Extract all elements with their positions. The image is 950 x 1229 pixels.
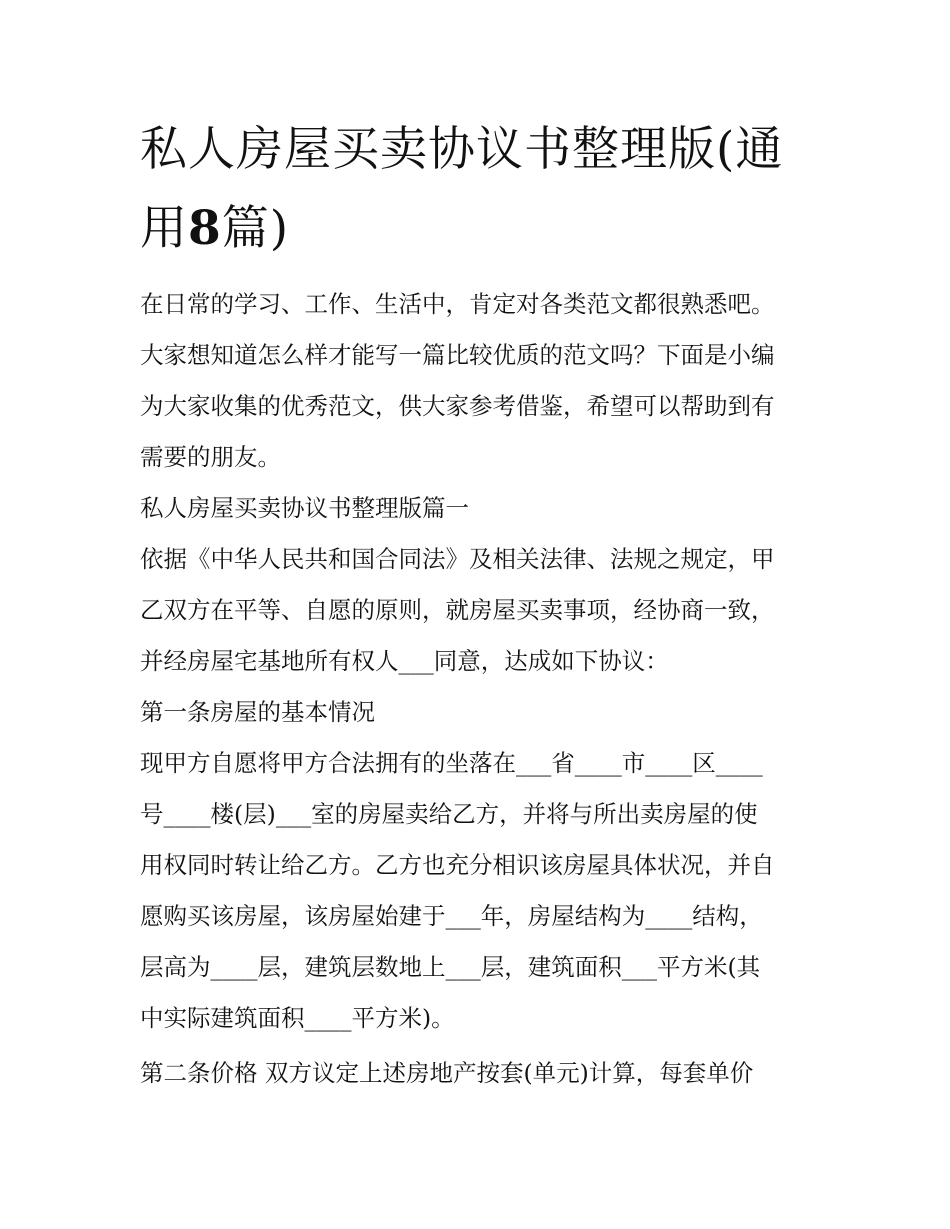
body-line: 为大家收集的优秀范文，供大家参考借鉴，希望可以帮助到有 (140, 392, 775, 420)
title-line-2-start: 用 (140, 201, 188, 256)
body-line: 并经房屋宅基地所有权人___同意，达成如下协议： (140, 647, 669, 675)
body-line: 大家想知道怎么样才能写一篇比较优质的范文吗？下面是小编 (140, 341, 775, 369)
body-line: 现甲方自愿将甲方合法拥有的坐落在___省____市____区____ (140, 749, 763, 777)
article-heading: 第一条房屋的基本情况 (140, 698, 375, 726)
body-line: 依据《中华人民共和国合同法》及相关法律、法规之规定，甲 (140, 545, 775, 573)
title-line-1: 私人房屋买卖协议书整理版(通 (140, 122, 784, 177)
body-line: 中实际建筑面积____平方米)。 (140, 1004, 455, 1032)
body-line: 用权同时转让给乙方。乙方也充分相识该房屋具体状况，并自 (140, 851, 775, 879)
body-line: 层高为____层，建筑层数地上___层，建筑面积___平方米(其 (140, 953, 761, 981)
title-number: 8 (188, 201, 222, 256)
document-title (140, 110, 820, 268)
body-line: 愿购买该房屋，该房屋始建于___年，房屋结构为____结构， (140, 902, 763, 930)
body-line: 乙双方在平等、自愿的原则，就房屋买卖事项，经协商一致， (140, 596, 775, 624)
body-line: 在日常的学习、工作、生活中，肯定对各类范文都很熟悉吧。 (140, 290, 775, 318)
body-line: 第二条价格 双方议定上述房地产按套(单元)计算，每套单价 (140, 1059, 754, 1087)
body-line: 号____楼(层)___室的房屋卖给乙方，并将与所出卖房屋的使 (140, 800, 758, 828)
title-line-2-end: 篇) (221, 201, 290, 256)
body-line: 需要的朋友。 (140, 443, 281, 471)
section-heading: 私人房屋买卖协议书整理版篇一 (140, 494, 469, 522)
document-body (140, 279, 820, 1099)
